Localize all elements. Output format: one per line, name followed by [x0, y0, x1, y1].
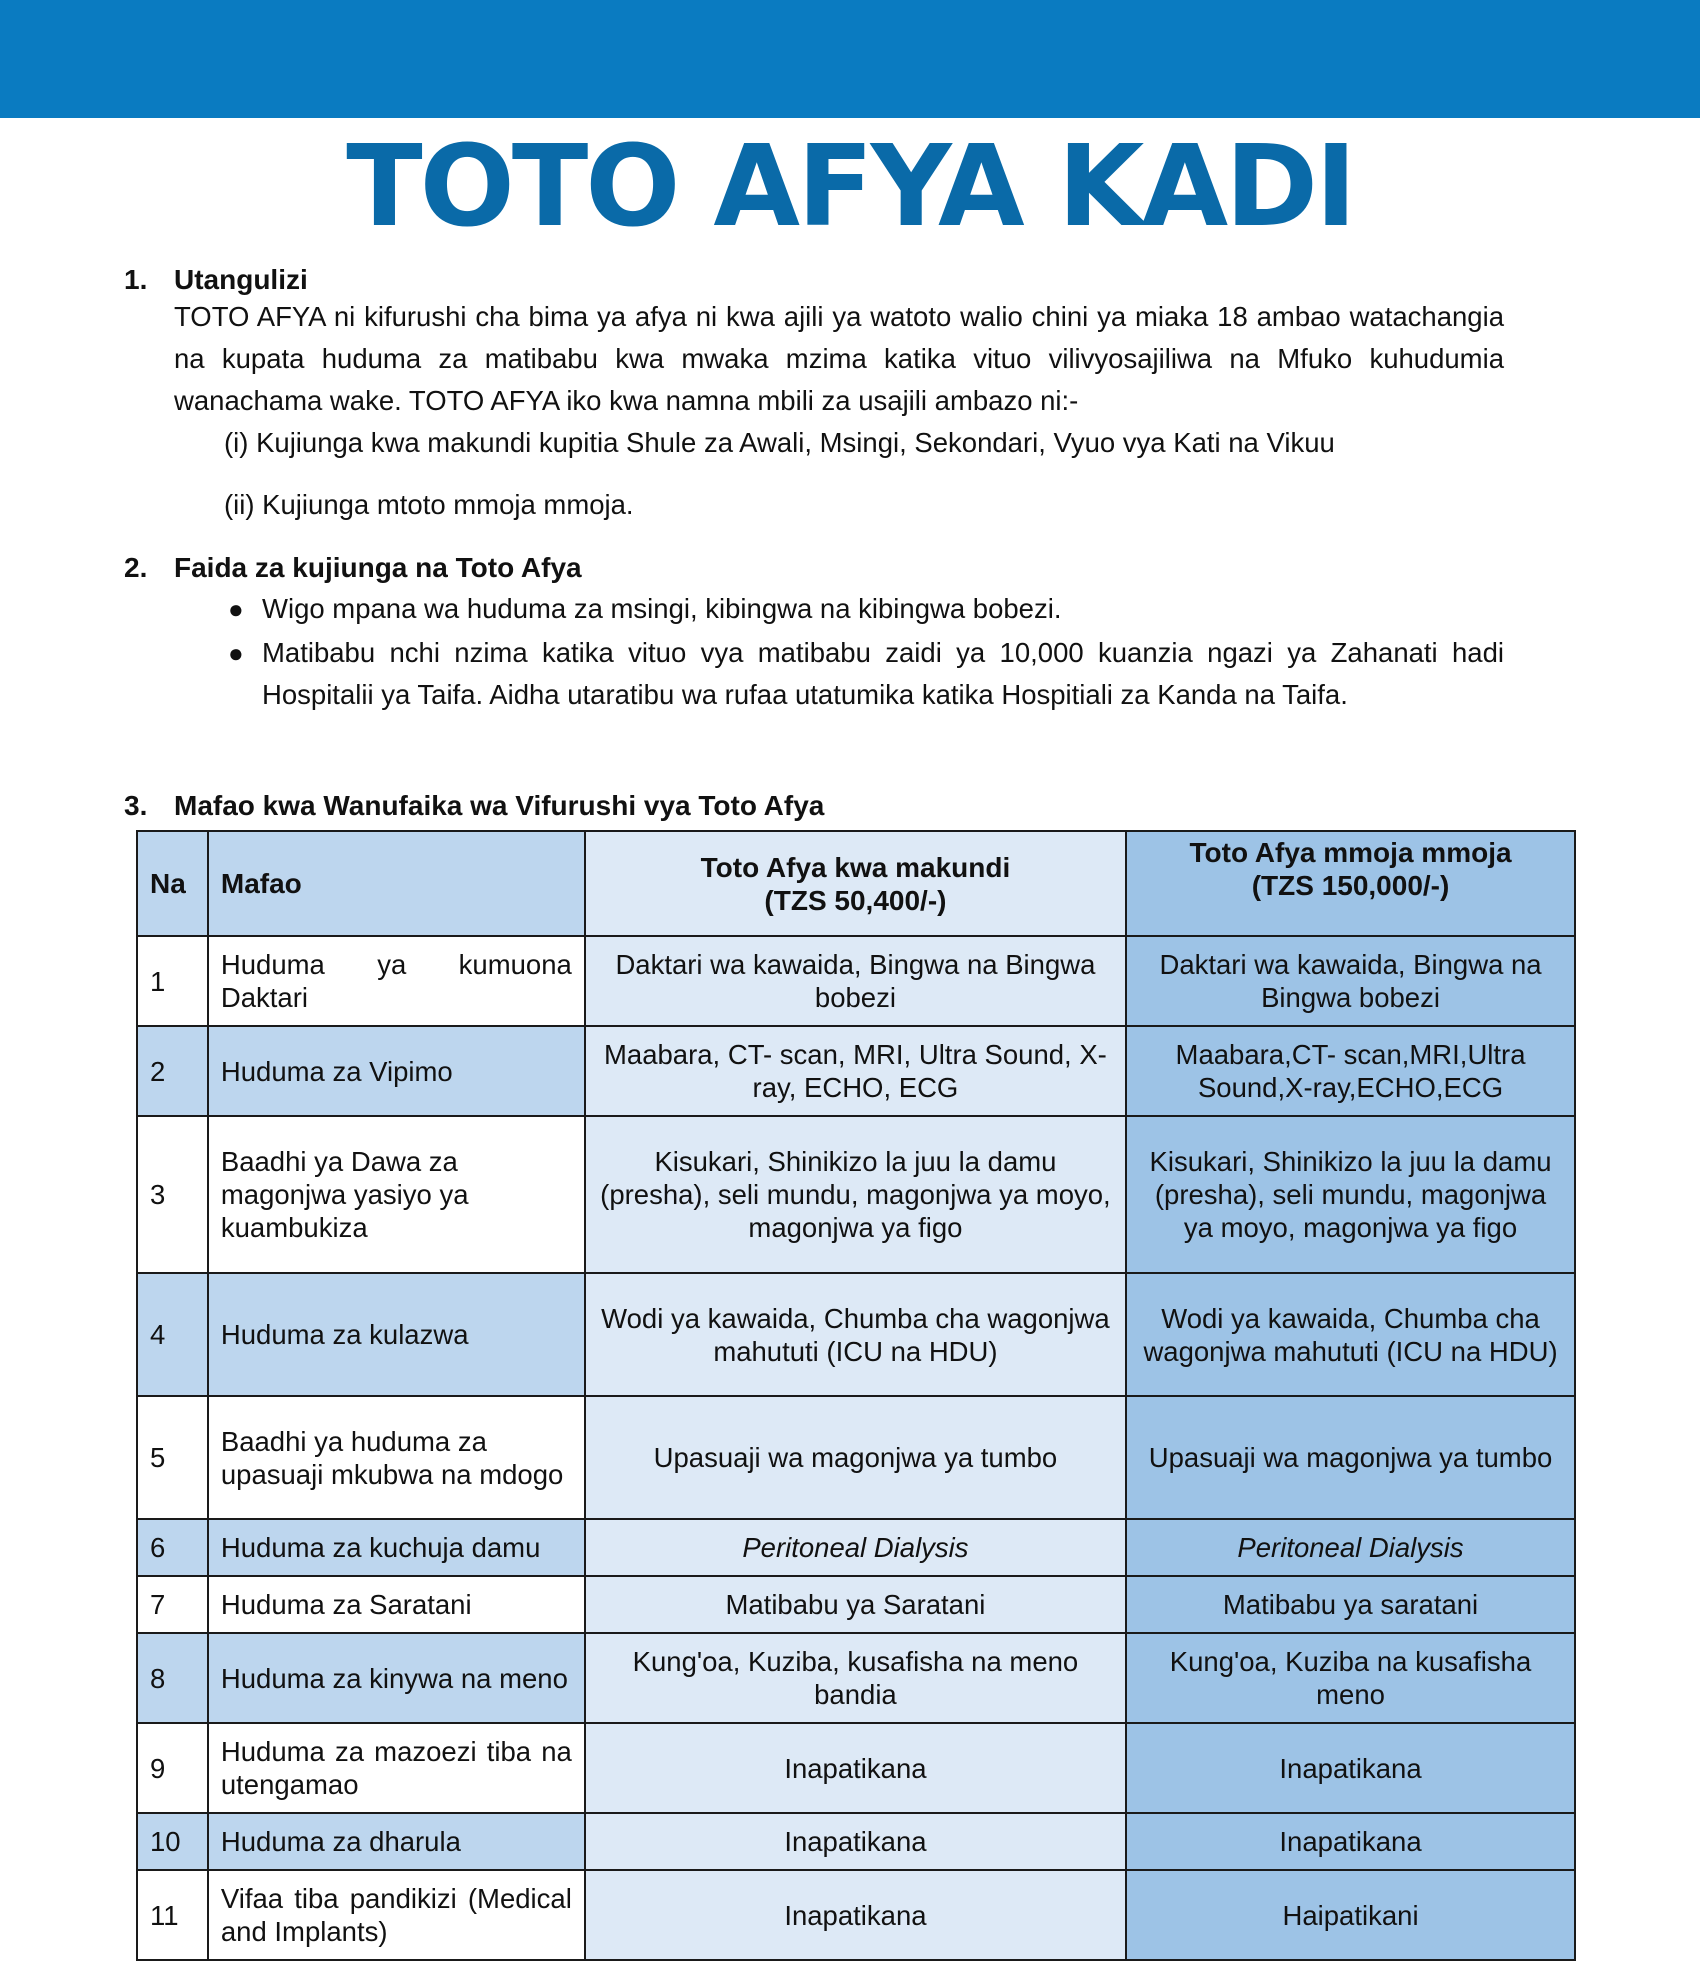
bullet-icon: ●: [228, 638, 244, 668]
makundi-value: Inapatikana: [585, 1870, 1126, 1960]
table-row: [137, 1116, 1575, 1273]
row-number: 8: [137, 1633, 208, 1723]
table-row: [137, 1519, 1575, 1576]
list-item: ● Matibabu nchi nzima katika vituo vya matibabu zaidi ya 10,000 kuanzia ngazi ya Zahanati hadi Hospitalii ya Taifa. Aidha utaratibu wa rufaa utatumika katika Hospitiali za Kanda na Taifa.: [224, 632, 1504, 716]
makundi-value: Kisukari, Shinikizo la juu la damu (presha), seli mundu, magonjwa ya moyo, magonjwa ya figo: [585, 1116, 1126, 1273]
benefit-name: Huduma za mazoezi tiba na utengamao: [208, 1723, 585, 1813]
row-number: 6: [137, 1519, 208, 1576]
mmoja-value: Inapatikana: [1126, 1813, 1575, 1870]
mmoja-value: Inapatikana: [1126, 1723, 1575, 1813]
mmoja-value: Maabara,CT- scan,MRI,Ultra Sound,X-ray,ECHO,ECG: [1126, 1026, 1575, 1116]
table-row: [137, 1273, 1575, 1396]
row-number: 3: [137, 1116, 208, 1273]
column-header-mmoja: Toto Afya mmoja mmoja (TZS 150,000/-): [1126, 831, 1575, 936]
row-number: 10: [137, 1813, 208, 1870]
mmoja-value: Upasuaji wa magonjwa ya tumbo: [1126, 1396, 1575, 1519]
intro-paragraph: TOTO AFYA ni kifurushi cha bima ya afya ni kwa ajili ya watoto walio chini ya miaka 18 ambao watachangia na kupata huduma za matibabu kwa mwaka mzima katika vituo vilivyosajiliwa na Mfuko kuhudumia wanachama wake. TOTO AFYA iko kwa namna mbili za usajili ambazo ni:-: [174, 301, 1504, 416]
row-number: 7: [137, 1576, 208, 1633]
table-row: [137, 1396, 1575, 1519]
benefit-name: Huduma za kulazwa: [208, 1273, 585, 1396]
section-number: 3.: [124, 790, 148, 821]
makundi-value: Daktari wa kawaida, Bingwa na Bingwa bobezi: [585, 936, 1126, 1026]
row-number: 5: [137, 1396, 208, 1519]
section-heading: Utangulizi: [174, 264, 308, 295]
benefits-table: [136, 830, 1576, 1961]
benefit-name: Huduma za dharula: [208, 1813, 585, 1870]
benefit-name: Vifaa tiba pandikizi (Medical and Implants): [208, 1870, 585, 1960]
table-row: [137, 1576, 1575, 1633]
section-number: 2.: [124, 552, 148, 583]
section-number: 1.: [124, 264, 148, 295]
makundi-value: Kung'oa, Kuziba, kusafisha na meno bandia: [585, 1633, 1126, 1723]
benefit-name: Baadhi ya Dawa za magonjwa yasiyo ya kuambukiza: [208, 1116, 585, 1273]
row-number: 1: [137, 936, 208, 1026]
table-row: [137, 1870, 1575, 1960]
mmoja-value: Peritoneal Dialysis: [1126, 1519, 1575, 1576]
makundi-value: Matibabu ya Saratani: [585, 1576, 1126, 1633]
bullet-icon: ●: [228, 594, 244, 624]
benefit-name: Baadhi ya huduma za upasuaji mkubwa na mdogo: [208, 1396, 585, 1519]
registration-option: (i) Kujiunga kwa makundi kupitia Shule za Awali, Msingi, Sekondari, Vyuo vya Kati na Vikuu: [224, 427, 1335, 458]
makundi-value: Upasuaji wa magonjwa ya tumbo: [585, 1396, 1126, 1519]
column-header-makundi: Toto Afya kwa makundi (TZS 50,400/-): [585, 831, 1126, 936]
makundi-value: Peritoneal Dialysis: [585, 1519, 1126, 1576]
row-number: 2: [137, 1026, 208, 1116]
section-benefits-of-joining: [124, 550, 1504, 750]
makundi-value: Maabara, CT- scan, MRI, Ultra Sound, X-ray, ECHO, ECG: [585, 1026, 1126, 1116]
section-heading: Faida za kujiunga na Toto Afya: [174, 552, 582, 583]
table-row: [137, 1026, 1575, 1116]
benefit-name: Huduma ya kumuona Daktari: [208, 936, 585, 1026]
table-row: [137, 1813, 1575, 1870]
makundi-value: Wodi ya kawaida, Chumba cha wagonjwa mahututi (ICU na HDU): [585, 1273, 1126, 1396]
makundi-value: Inapatikana: [585, 1723, 1126, 1813]
row-number: 9: [137, 1723, 208, 1813]
section-benefits-table: [124, 788, 1504, 828]
mmoja-value: Daktari wa kawaida, Bingwa na Bingwa bobezi: [1126, 936, 1575, 1026]
mmoja-value: Matibabu ya saratani: [1126, 1576, 1575, 1633]
table-header-row: [137, 831, 1575, 936]
section-heading: Mafao kwa Wanufaika wa Vifurushi vya Toto Afya: [174, 790, 825, 821]
benefit-name: Huduma za kuchuja damu: [208, 1519, 585, 1576]
benefit-name: Huduma za Vipimo: [208, 1026, 585, 1116]
benefit-name: Huduma za kinywa na meno: [208, 1633, 585, 1723]
registration-option: (ii) Kujiunga mtoto mmoja mmoja.: [224, 489, 634, 520]
table-row: [137, 1633, 1575, 1723]
list-item: ● Wigo mpana wa huduma za msingi, kibingwa na kibingwa bobezi.: [224, 588, 1504, 630]
table-row: [137, 1723, 1575, 1813]
column-header-na: Na: [137, 831, 208, 936]
top-color-band: [0, 0, 1700, 118]
mmoja-value: Kung'oa, Kuziba na kusafisha meno: [1126, 1633, 1575, 1723]
row-number: 11: [137, 1870, 208, 1960]
makundi-value: Inapatikana: [585, 1813, 1126, 1870]
row-number: 4: [137, 1273, 208, 1396]
section-introduction: [124, 262, 1504, 532]
table-row: [137, 936, 1575, 1026]
column-header-mafao: Mafao: [208, 831, 585, 936]
mmoja-value: Wodi ya kawaida, Chumba cha wagonjwa mahututi (ICU na HDU): [1126, 1273, 1575, 1396]
benefit-name: Huduma za Saratani: [208, 1576, 585, 1633]
benefits-list: [224, 588, 1504, 718]
mmoja-value: Kisukari, Shinikizo la juu la damu (presha), seli mundu, magonjwa ya moyo, magonjwa ya figo: [1126, 1116, 1575, 1273]
mmoja-value: Haipatikani: [1126, 1870, 1575, 1960]
page-title: TOTO AFYA KADI: [346, 122, 1354, 252]
